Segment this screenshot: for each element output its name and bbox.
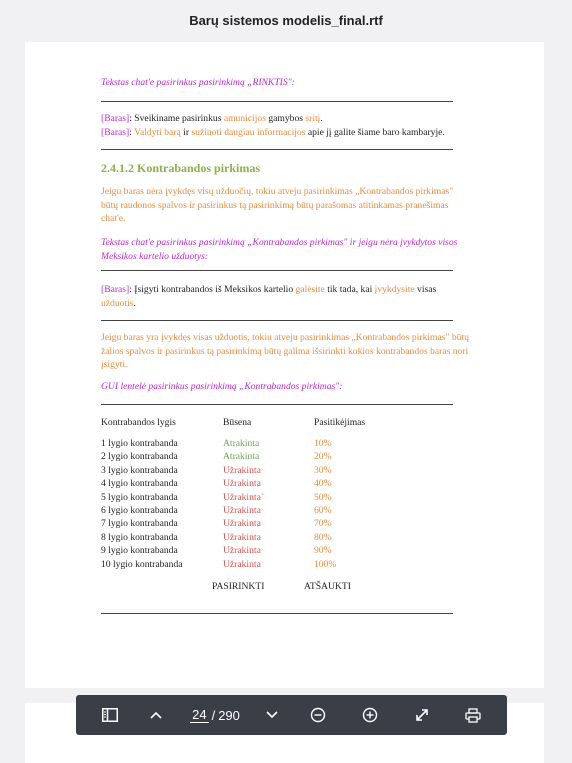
zoom-out-icon	[310, 707, 326, 723]
total-pages: 290	[218, 707, 240, 723]
speaker-tag: [Baras]	[101, 127, 130, 138]
table-row[interactable]: 3 lygio kontrabanda Užrakinta 30%	[101, 464, 332, 476]
paragraph-2: Jeigu baras yra įvykdęs visas užduotis, tokiu atveju pasirinkimas „Kontrabandos pirkimas" būtų žalios spalvos ir pasirinkus tą pasirinkimą būtų galima išsirinkti kokios kontrabandos baras nori įsigyti.	[101, 332, 469, 370]
table-row[interactable]: 10 lygio kontrabanda Užrakinta 100%	[101, 558, 337, 570]
sidebar-toggle-button[interactable]	[98, 695, 122, 735]
print-icon	[465, 708, 481, 723]
chevron-down-icon	[266, 711, 278, 719]
divider	[101, 101, 453, 102]
chevron-up-icon	[150, 711, 162, 719]
status-cell: Užrakinta	[223, 558, 261, 570]
divider	[101, 320, 453, 321]
table-row[interactable]: 5 lygio kontrabanda Užrakinta` 50%	[101, 491, 332, 503]
table-row[interactable]: 1 lygio kontrabanda Atrakinta 10%	[101, 438, 332, 449]
status-cell: Atrakinta	[223, 438, 260, 449]
header-status: Būsena	[223, 417, 252, 428]
previous-page-button[interactable]	[144, 695, 168, 735]
note-3: GUI lentelė pasirinkus pasirinkimą „Kontrabandos pirkimas":	[101, 381, 343, 392]
document-title: Barų sistemos modelis_final.rtf	[189, 12, 383, 28]
divider	[101, 149, 453, 150]
table-row[interactable]: 4 lygio kontrabanda Užrakinta 40%	[101, 478, 332, 490]
divider	[101, 270, 453, 271]
fullscreen-button[interactable]	[410, 695, 434, 735]
speaker-tag: [Baras]	[101, 113, 130, 124]
print-button[interactable]	[461, 695, 485, 735]
document-page	[25, 42, 544, 688]
paragraph-1: Jeigu baras nėra įvykdęs visų užduočių, tokiu atveju pasirinkimas „Kontrabandos pirkimas" būtų raudonos spalvos ir pasirinkus tą pasirinkimą būtų parašomas atitinkamas pranešimas chat'e.	[101, 186, 454, 224]
next-page-button[interactable]	[260, 695, 284, 735]
zoom-in-button[interactable]	[358, 695, 382, 735]
divider	[101, 613, 453, 614]
table-header	[101, 416, 401, 429]
sidebar-toggle-icon	[102, 708, 118, 722]
table-row[interactable]: 8 lygio kontrabanda Užrakinta 80%	[101, 531, 332, 543]
chat-line-1: [Baras]: Sveikiname pasirinkus amunicijos gamybos sritį.	[101, 113, 323, 124]
status-cell: Užrakinta`	[223, 491, 265, 503]
fullscreen-icon	[415, 708, 429, 722]
status-cell: Užrakinta	[223, 545, 261, 557]
note-2: Tekstas chat'e pasirinkus pasirinkimą „Kontrabandos pirkimas" ir jeigu nėra įvykdytos visos Meksikos kartelio užduotys:	[101, 237, 458, 262]
cancel-button[interactable]: ATŠAUKTI	[304, 581, 351, 592]
status-cell: Užrakinta	[223, 464, 261, 476]
header-level: Kontrabandos lygis	[101, 417, 176, 428]
divider	[101, 404, 453, 405]
status-cell: Užrakinta	[223, 478, 261, 490]
table-row[interactable]: 9 lygio kontrabanda Užrakinta 90%	[101, 545, 332, 557]
section-heading: 2.4.1.2 Kontrabandos pirkimas	[101, 161, 261, 175]
table-row[interactable]: 7 lygio kontrabanda Užrakinta 70%	[101, 518, 332, 530]
title-bar	[0, 0, 572, 40]
header-trust: Pasitikėjimas	[314, 417, 366, 428]
zoom-out-button[interactable]	[306, 695, 330, 735]
chat-line-2: [Baras]: Valdyti barą ir sužinoti daugiau informacijos apie jį galite šiame baro kambaryje.	[101, 127, 445, 138]
table-row[interactable]: 2 lygio kontrabanda Atrakinta 20%	[101, 451, 332, 463]
status-cell: Užrakinta	[223, 531, 261, 543]
page-indicator[interactable]: 24 / 290	[192, 707, 240, 723]
zoom-in-icon	[362, 707, 378, 723]
status-cell: Užrakinta	[223, 518, 261, 530]
intro-note: Tekstas chat'e pasirinkus pasirinkimą „RINKTIS":	[101, 77, 295, 88]
viewer-toolbar	[76, 695, 507, 735]
chat-line-3: [Baras]: Įsigyti kontrabandos iš Meksikos kartelio galėsite tik tada, kai įvykdysite visas užduotis.	[101, 284, 437, 309]
status-cell: Atrakinta	[223, 451, 260, 463]
table-row[interactable]: 6 lygio kontrabanda Užrakinta 60%	[101, 505, 332, 516]
speaker-tag: [Baras]	[101, 284, 130, 295]
status-cell: Užrakinta	[223, 505, 261, 516]
current-page-input[interactable]: 24	[192, 707, 207, 722]
select-button[interactable]: PASIRINKTI	[212, 581, 265, 592]
